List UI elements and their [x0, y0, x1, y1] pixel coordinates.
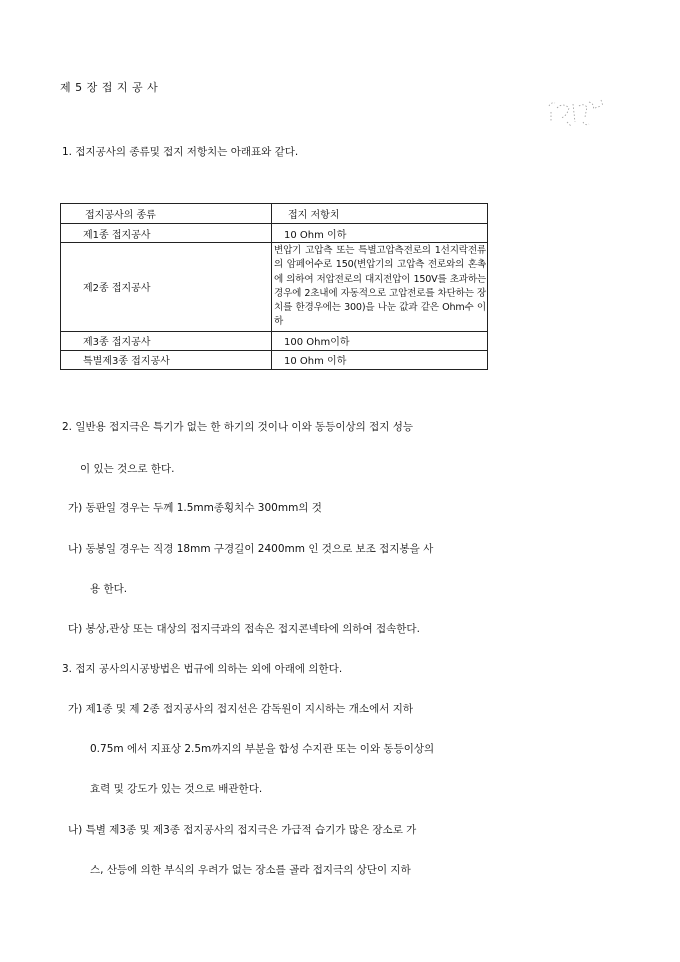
table-header-type: 접지공사의 종류 [61, 204, 272, 224]
section-1-heading: 1. 접지공사의 종류및 접지 저항치는 아래표와 같다. [62, 146, 299, 158]
table-cell-type: 제2종 접지공사 [61, 243, 272, 332]
grounding-resistance-table [60, 203, 488, 370]
section-3-item-ga-line-3: 효력 및 강도가 있는 것으로 배관한다. [90, 783, 263, 795]
section-3-heading: 3. 접지 공사의시공방법은 법규에 의하는 외에 아래에 의한다. [62, 663, 343, 675]
section-2-item-da: 다) 봉상,관상 또는 대상의 접지극과의 접속은 접지콘넥타에 의하여 접속한다. [68, 623, 420, 635]
section-3-item-ga-line-2: 0.75m 에서 지표상 2.5m까지의 부분을 합성 수지관 또는 이와 동등이상의 [90, 743, 435, 755]
table-cell-type: 제3종 접지공사 [61, 331, 272, 350]
section-3-item-ga-line-1: 가) 제1종 및 제 2종 접지공사의 접지선은 감독원이 지시하는 개소에서 지하 [68, 703, 413, 715]
table-cell-value: 100 Ohm이하 [272, 331, 488, 350]
table-cell-value: 10 Ohm 이하 [272, 350, 488, 369]
chapter-title: 제 5 장 접 지 공 사 [60, 81, 159, 94]
table-cell-type: 제1종 접지공사 [61, 224, 272, 243]
section-2-item-na-line-2: 용 한다. [90, 583, 128, 595]
table-cell-value: 변압기 고압측 또는 특별고압측전로의 1선지락전류의 암페어수로 150(변압기의 고압측 전로와의 혼촉에 의하여 저압전로의 대지전압이 150V를 초과하는 경우에 2초내에 자동적으로 고압전로를 차단하는 장치를 한경우에는 300)을 나눈 값과 같은 Ohm수 이하 [272, 243, 488, 332]
table-row [61, 350, 488, 369]
table-row [61, 331, 488, 350]
table-cell-type: 특별제3종 접지공사 [61, 350, 272, 369]
section-3-item-na-line-1: 나) 특별 제3종 및 제3종 접지공사의 접지극은 가급적 습기가 많은 장소로 가 [68, 824, 417, 836]
table-cell-value: 10 Ohm 이하 [272, 224, 488, 243]
table-row [61, 224, 488, 243]
section-2-item-na-line-1: 나) 동봉일 경우는 직경 18mm 구경길이 2400mm 인 것으로 보조 접지봉을 사 [68, 543, 434, 555]
table-row [61, 243, 488, 332]
section-3-item-na-line-2: 스, 산등에 의한 부식의 우려가 없는 장소를 골라 접지극의 상단이 지하 [90, 864, 411, 876]
table-header-row [61, 204, 488, 224]
section-2-item-ga: 가) 동판일 경우는 두께 1.5mm종횡치수 300mm의 것 [68, 502, 322, 514]
faint-stamp-mark [543, 96, 615, 132]
table-header-value: 접지 저항치 [272, 204, 488, 224]
section-2-line-2: 이 있는 것으로 한다. [80, 463, 175, 475]
section-2-line-1: 2. 일반용 접지극은 특기가 없는 한 하기의 것이나 이와 동등이상의 접지 성능 [62, 421, 414, 433]
